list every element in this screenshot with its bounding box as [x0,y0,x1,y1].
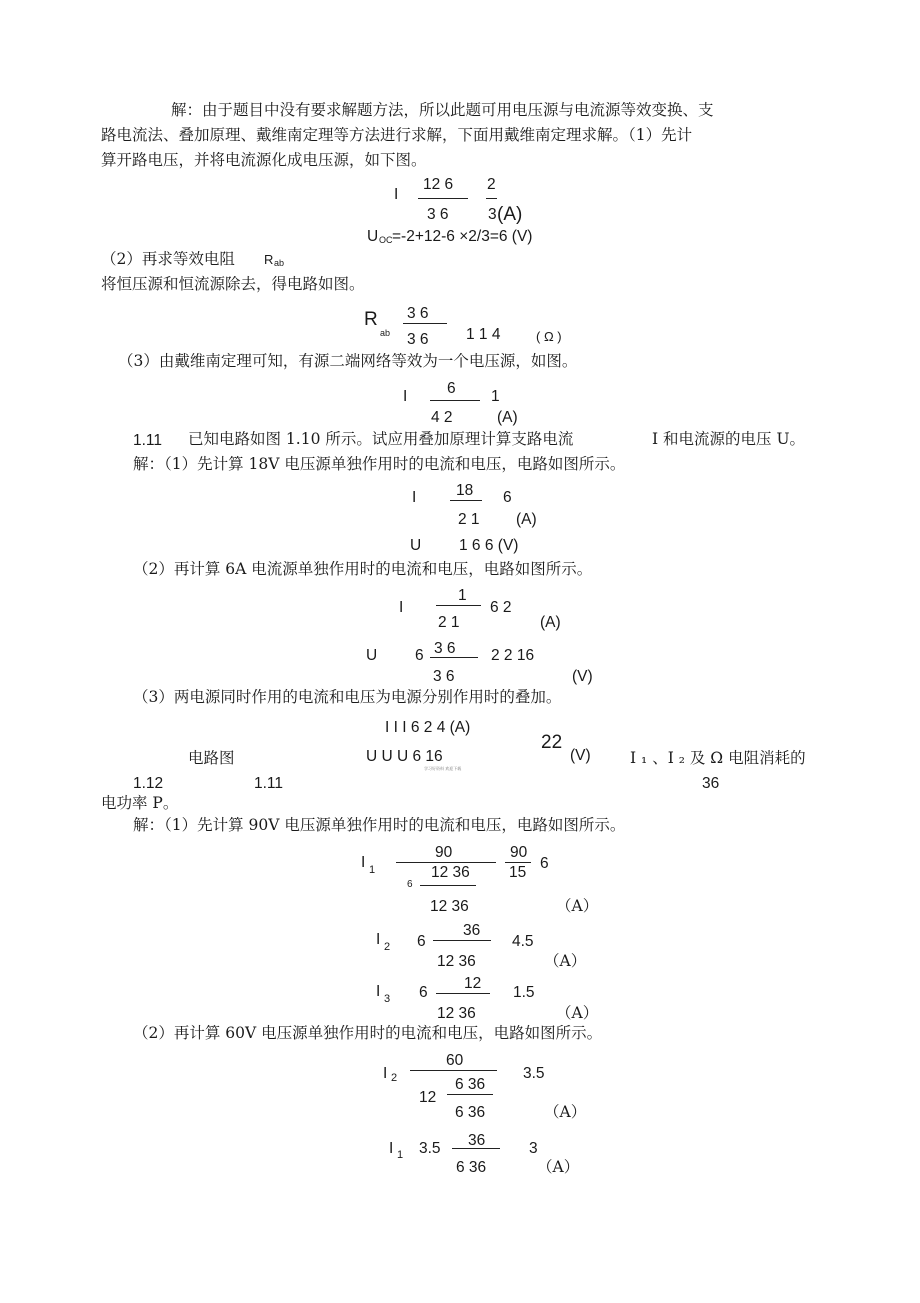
q111-text: 已知电路如图 1.10 所示。试应用叠加原理计算支路电流 [188,430,574,448]
eq5-I: I [412,489,417,506]
part2-line-2: 将恒压源和恒流源除去，得电路如图。 [101,275,365,293]
eq1-unit: (A) [497,204,523,225]
q111-tail: I 和电流源的电压 U。 [652,430,806,448]
eq13-fraction-bar [436,993,490,994]
eq4-result: 1 [491,388,500,405]
eq1-denominator: 3 6 [427,206,449,223]
eq7-fraction-bar [436,605,481,606]
paragraph-1-line-2: 路电流法、叠加原理、戴维南定理等方法进行求解，下面用戴维南定理求解。（1）先计 [101,126,693,144]
eq10-value-22: 22 [541,732,563,753]
eq15-I: I [389,1140,394,1157]
eq11-denominator-2: 15 [509,864,527,881]
eq8-six: 6 [415,647,424,664]
q111-number: 1.11 [133,432,163,449]
eq11-six: 6 [407,879,413,890]
eq11-inner-fraction-bar [420,885,476,886]
eq12-numerator: 36 [463,922,481,939]
eq12-six: 6 [417,933,426,950]
eq13-subscript: 3 [384,993,391,1005]
q112-circuit-label: 电路图 [188,749,235,767]
eq3-unit: ( Ω ) [536,329,562,344]
eq14-subscript: 2 [391,1072,398,1084]
paragraph-1-line-1: 解：由于题目中没有要求解题方法，所以此题可用电压源与电流源等效变换、支 [171,101,714,119]
eq15-subscript: 1 [397,1149,404,1161]
eq15-result: 3 [529,1140,538,1157]
eq8-fraction-bar [430,657,478,658]
eq11-fraction-bar [396,862,496,863]
eq11-unit: （A） [556,897,599,915]
eq2-expression: =-2+12-6 ×2/3=6 (V) [392,228,533,245]
eq5-unit: (A) [516,511,537,528]
q112-right-text: I ₁ 、I ₂ 及 Ω 电阻消耗的 [630,749,806,767]
eq12-result: 4.5 [512,933,534,950]
eq5-numerator: 18 [456,482,474,499]
eq2-U: U [367,228,379,245]
eq13-denominator: 12 36 [437,1005,476,1022]
eq7-denominator: 2 1 [438,614,460,631]
eq1-I: I [394,186,399,203]
eq13-result: 1.5 [513,984,535,1001]
eq2-subscript: OC [379,235,393,245]
eq4-unit: (A) [497,409,518,426]
eq4-denominator: 4 2 [431,409,453,426]
eq5-fraction-bar [450,500,482,501]
eq3-denominator: 3 6 [407,331,429,348]
solution-step-1: 解：（1）先计算 18V 电压源单独作用时的电流和电压，电路如图所示。 [133,455,626,473]
eq4-I: I [403,388,408,405]
part2-R-subscript: ab [274,258,285,268]
eq14-inner-denominator: 6 36 [455,1104,486,1121]
eq15-fraction-bar [452,1148,500,1149]
eq12-unit: （A） [544,952,587,970]
eq9-superposition-current: I I I 6 2 4 (A) [385,719,471,736]
eq11-inner-numerator: 12 36 [431,864,470,881]
eq13-six: 6 [419,984,428,1001]
eq1-numerator: 12 6 [423,176,454,193]
eq14-I: I [383,1065,388,1082]
eq10-unit: (V) [570,747,591,764]
eq8-expression: 2 2 16 [491,647,535,664]
eq14-result: 3.5 [523,1065,545,1082]
eq14-twelve: 12 [419,1089,437,1106]
eq11-result: 6 [540,855,549,872]
solution-step-2: （2）再计算 6A 电流源单独作用时的电流和电压，电路如图所示。 [133,560,593,578]
eq3-R: R [364,309,378,330]
eq11-numerator: 90 [435,844,453,861]
eq8-denominator: 3 6 [433,668,455,685]
eq15-denominator: 6 36 [456,1159,487,1176]
eq3-fraction-bar [403,323,447,324]
eq8-U: U [366,647,378,664]
eq11-I: I [361,854,366,871]
eq12-denominator: 12 36 [437,953,476,970]
eq10-superposition-voltage: U U U 6 16 [366,748,443,765]
solution-step-5: （2）再计算 60V 电压源单独作用时的电流和电压，电路如图所示。 [133,1024,603,1042]
watermark-text: 学习好资料 欢迎下载 [424,766,462,771]
q112-figure-number: 1.11 [254,775,284,792]
part3-text: （3）由戴维南定理可知，有源二端网络等效为一个电压源，如图。 [118,352,578,370]
eq12-subscript: 2 [384,941,391,953]
eq7-numerator: 1 [458,587,467,604]
eq4-numerator: 6 [447,380,456,397]
eq8-unit: (V) [572,668,593,685]
eq6-U: U [410,537,422,554]
eq5-result: 6 [503,489,512,506]
eq7-I: I [399,599,404,616]
q112-resistance-36: 36 [702,775,720,792]
eq15-three-point-five: 3.5 [419,1140,441,1157]
eq1-numerator-2: 2 [487,176,496,193]
eq14-inner-fraction-bar [447,1094,493,1095]
eq12-I: I [376,931,381,948]
eq6-expression: 1 6 6 (V) [459,537,519,554]
eq13-numerator: 12 [464,975,482,992]
part2-R: R [264,252,274,267]
eq13-unit: （A） [556,1004,599,1022]
eq3-R-subscript: ab [380,328,391,338]
eq3-result: 1 1 4 [466,326,501,343]
eq14-fraction-bar [410,1070,497,1071]
eq11-numerator-2: 90 [510,844,528,861]
eq13-I: I [376,983,381,1000]
eq11-inner-denominator: 12 36 [430,898,469,915]
eq5-denominator: 2 1 [458,511,480,528]
eq1-denominator-2: 3 [488,206,497,223]
eq15-numerator: 36 [468,1132,486,1149]
eq15-unit: （A） [537,1158,580,1176]
eq11-subscript: 1 [369,864,376,876]
q112-line-2: 电功率 P。 [101,794,179,812]
solution-step-3: （3）两电源同时作用的电流和电压为电源分别作用时的叠加。 [133,688,562,706]
paragraph-1-line-3: 算开路电压，并将电流源化成电压源，如下图。 [101,151,427,169]
eq14-numerator: 60 [446,1052,464,1069]
eq14-inner-numerator: 6 36 [455,1076,486,1093]
eq1-fraction-bar-2 [486,198,497,199]
eq7-unit: (A) [540,614,561,631]
eq1-fraction-bar [418,198,468,199]
eq12-fraction-bar [433,940,491,941]
eq14-unit: （A） [544,1103,587,1121]
eq8-numerator: 3 6 [434,640,456,657]
eq11-fraction-bar-2 [505,862,531,863]
eq3-numerator: 3 6 [407,305,429,322]
part2-heading: （2）再求等效电阻 [101,250,235,268]
q112-number: 1.12 [133,775,164,792]
eq7-expression: 6 2 [490,599,512,616]
eq4-fraction-bar [430,400,480,401]
solution-step-4: 解：（1）先计算 90V 电压源单独作用时的电流和电压，电路如图所示。 [133,816,626,834]
